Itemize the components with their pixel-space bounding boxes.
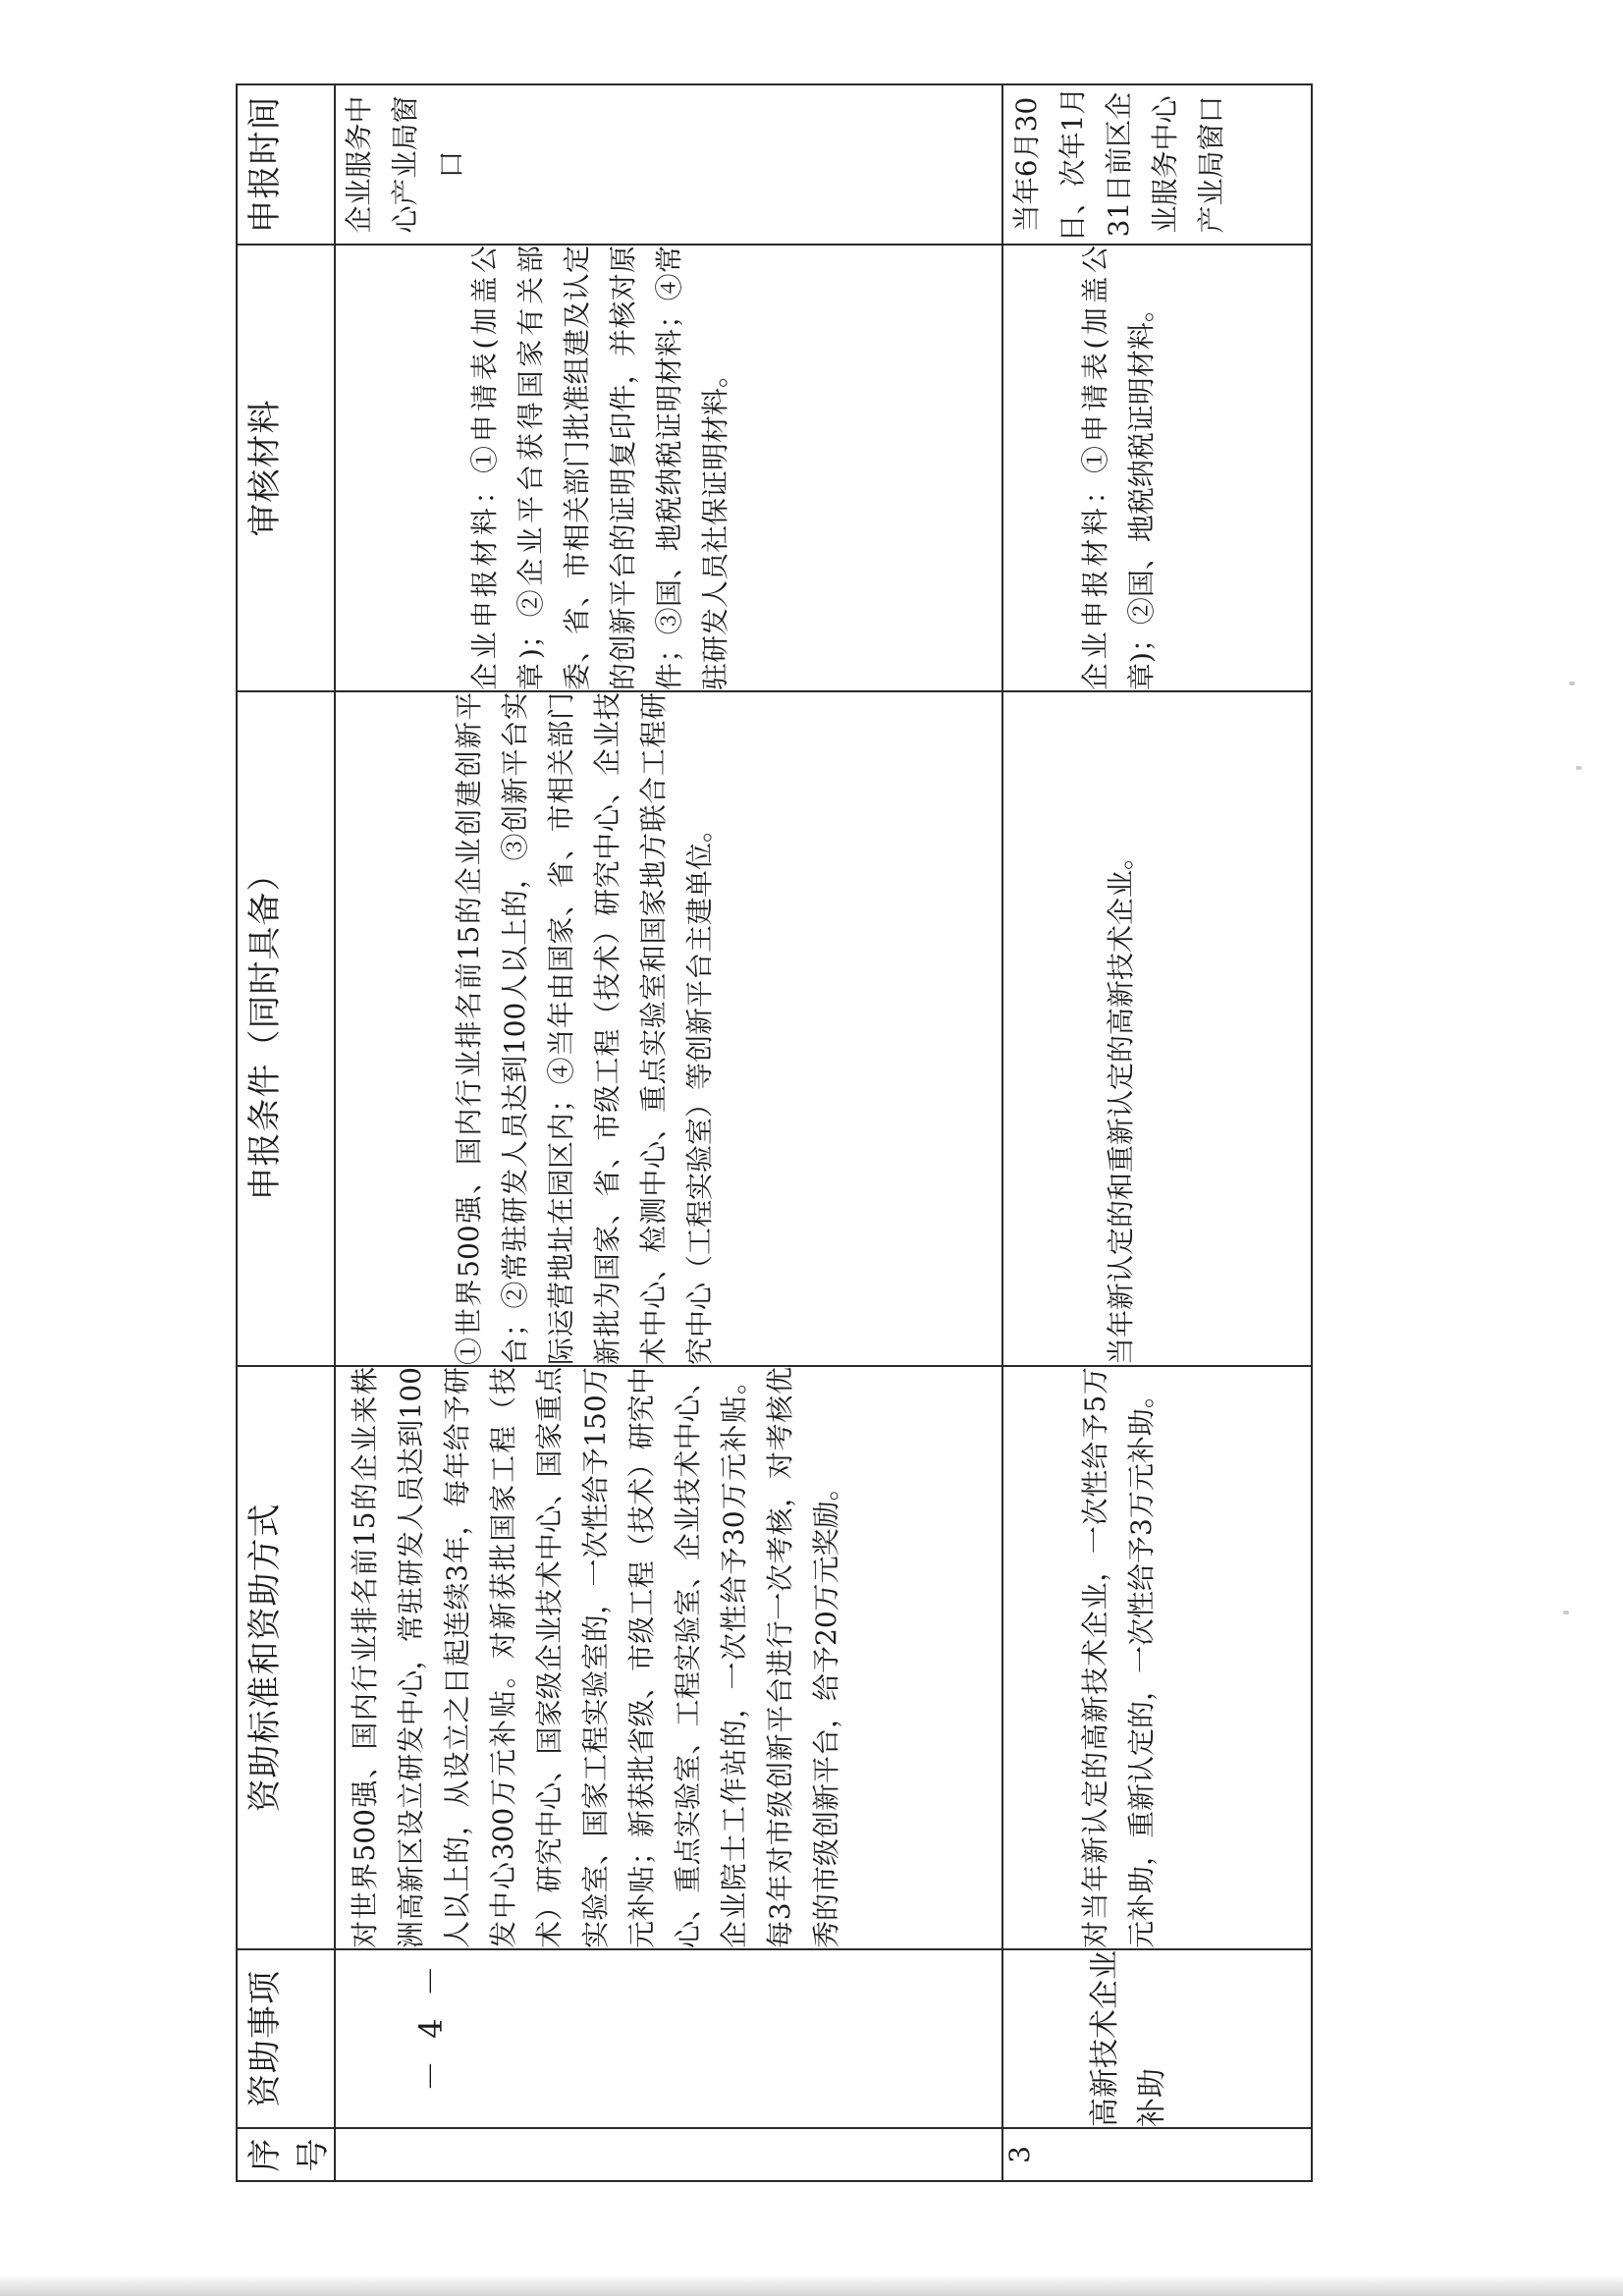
row-seq [335,2128,1002,2181]
header-standard: 资助标准和资助方式 [237,1366,335,1949]
scan-speck [1569,682,1575,685]
row-time: 当年6月30日、次年1月31日前区企业服务中心产业局窗口 [1002,84,1312,245]
header-conditions: 申报条件（同时具备） [237,691,335,1366]
table-row [1002,84,1312,2181]
table-row [335,84,1002,2181]
row-materials: 企业申报材料：①申请表(加盖公章)；②国、地税纳税证明材料。 [1002,245,1312,691]
scan-speck [1576,766,1582,770]
row-seq: 3 [1002,2128,1312,2181]
header-time: 申报时间 [237,84,335,245]
row-item: 高新技术企业补助 [1002,1949,1312,2128]
row-time: 企业服务中心产业局窗口 [335,84,1002,245]
rotated-table-frame [236,85,1313,2182]
header-seq: 序号 [237,2128,335,2181]
row-conditions: 当年新认定的和重新认定的高新技术企业。 [1002,691,1312,1366]
row-conditions: ①世界500强、国内行业排名前15的企业创建创新平台；②常驻研发人员达到100人以上的，③创新平台实际运营地址在园区内；④当年由国家、省、市相关部门新批为国家、省、市级工程（技术）研究中心、企业技术中心、检测中心、重点实验室和国家地方联合工程研究中心（工程实验室）等创新平台主建单位。 [335,691,1002,1366]
row-standard: 对世界500强、国内行业排名前15的企业来株洲高新区设立研发中心，常驻研发人员达到100人以上的，从设立之日起连续3年，每年给予研发中心300万元补贴。对新获批国家工程（技术）研究中心、国家级企业技术中心、国家重点实验室、国家工程实验室的，一次性给予150万元补贴；新获批省级、市级工程（技术）研究中心、重点实验室、工程实验室、企业技术中心、企业院士工作站的，一次性给予30万元补贴。每3年对市级创新平台进行一次考核，对考核优秀的市级创新平台，给予20万元奖励。 [335,1366,1002,1949]
row-materials: 企业申报材料：①申请表(加盖公章)；②企业平台获得国家有关部委、省、市相关部门批准组建及认定的创新平台的证明复印件，并核对原件；③国、地税纳税证明材料；④常驻研发人员社保证明材料。 [335,245,1002,691]
scan-edge [0,2274,1623,2296]
header-item: 资助事项 [237,1949,335,2128]
table-header-row [237,84,335,2181]
header-materials: 审核材料 [237,245,335,691]
subsidy-table [236,83,1313,2182]
scan-speck [1563,1611,1569,1614]
page-number: － 4 － [412,1959,450,2092]
row-standard: 对当年新认定的高新技术企业，一次性给予5万元补助，重新认定的，一次性给予3万元补助。 [1002,1366,1312,1949]
